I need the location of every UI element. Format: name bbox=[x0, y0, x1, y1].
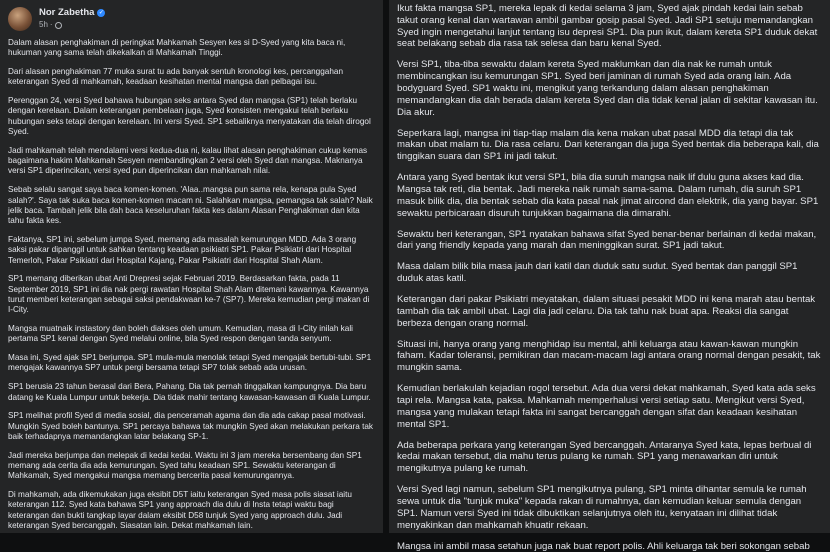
post-right-panel bbox=[389, 0, 830, 552]
post-time[interactable]: 5h bbox=[39, 20, 48, 29]
author-name[interactable]: Nor Zabetha bbox=[39, 7, 95, 18]
post-text-right bbox=[397, 3, 822, 552]
post-paragraph: Seperkara lagi, mangsa ini tiap-tiap malam dia kena makan ubat pasal MDD dia tetapi dia tak makan ubat malam tu. Dia rasa celaru. Dari keterangan dia juga Syed bentak dia beberapa kali, dia tinggikan suara dan SP1 ini jadi takut. bbox=[397, 127, 819, 163]
post-left-panel bbox=[0, 0, 383, 533]
author-row bbox=[39, 7, 105, 19]
post-paragraph: Ada beberapa perkara yang keterangan Syed bercanggah. Antaranya Syed kata, lepas berbual di kedai makan tersebut, dia mahu terus pulang ke rumah. SP1 yang menawarkan diri untuk mengikutnya pulang ke rumah. bbox=[397, 439, 812, 475]
post-paragraph: Masa ini, Syed ajak SP1 berjumpa. SP1 mula-mula menolak tetapi Syed mengajak bertubi-tubi. SP1 mengajak kawannya SP7 untuk pergi bersama tetapi SP7 tolak sebab ada urusan. bbox=[8, 353, 372, 373]
post-paragraph: Situasi ini, hanya orang yang menghidap isu mental, ahli keluarga atau kawan-kawan mungkin faham. Kadar toleransi, pemikiran dan macam-macam lagi antara orang normal dengan pesakit, tak mungkin sama. bbox=[397, 338, 821, 374]
post-text-left bbox=[8, 38, 375, 531]
post-paragraph: Dari alasan penghakiman 77 muka surat tu ada banyak sentuh kronologi kes, percanggahan keterangan Syed di mahkamah, keadaan kesihatan mental mangsa dan pelbagai isu. bbox=[8, 67, 343, 87]
post-paragraph: Di mahkamah, ada dikemukakan juga eksibit D5T iaitu keterangan Syed masa polis siasat iaitu keterangan 112. Syed kata bahawa SP1 yang approach dia dulu di Insta tetapi waktu bagi keterangan dan bukti tangkap layar dalam eksibit D58 tunjuk Syed yang approach dulu. Jadi keterangan Syed bercanggah. Siasatan lain. Dekat mahkamah lain. bbox=[8, 490, 352, 530]
post-paragraph: Kemudian berlakulah kejadian rogol tersebut. Ada dua versi dekat mahkamah, Syed kata ada seks tapi rela. Mangsa kata, paksa. Mahkamah memperhalusi versi setiap satu. Mengikut versi Syed, mangsa yang mulakan tetapi fakta ini sangat bercanggah dengan sifat dan keadaan kesihatan mental SP1. bbox=[397, 383, 816, 430]
post-paragraph: Mangsa muatnaik instastory dan boleh diakses oleh umum. Kemudian, masa di I-City inilah kali pertama SP1 kenal dengan Syed melalui online, bila Syed respon dengan tanda senyum. bbox=[8, 324, 353, 344]
post-paragraph: Versi Syed lagi namun, sebelum SP1 mengikutnya pulang, SP1 minta dihantar semula ke rumah sewa untuk dia "tunjuk muka" kepada rakan di rumahnya, dan kemudian keluar semula dengan SP1. Namun versi Syed ini tidak dibuktikan selanjutnya oleh itu, kenyataan ini dilihat tidak menyakinkan dan mahkamah khuatir rekaan. bbox=[397, 484, 807, 531]
post-paragraph: Antara yang Syed bentak ikut versi SP1, bila dia suruh mangsa naik lif dulu guna akses kad dia. Mangsa tak reti, dia bentak. Jadi mereka naik rumah sama-sama. Dalam rumah, dia suruh SP1 masuk bilik dia, dia bentak sebab dia kata pasal nak jimat aircond dan elektrik, dia yang bayar. SP1 sewaktu perbicaraan disuruh tunjukkan bagaimana dia dimarahi. bbox=[397, 172, 819, 219]
author-block bbox=[39, 7, 105, 31]
globe-icon[interactable] bbox=[55, 22, 62, 29]
verified-badge-icon: ✓ bbox=[98, 10, 104, 16]
post-paragraph: Perenggan 24, versi Syed bahawa hubungan seks antara Syed dan mangsa (SP1) telah berlaku dengan kerelaan. Dalam keterangan pembelaan juga, Syed konsisten mengakui telah berlaku hubungan seks tetapi dengan kerelaan. Ini versi Syed. SP1 sebaliknya menyatakan dia telah dirogol Syed. bbox=[8, 96, 371, 137]
post-paragraph: Sewaktu beri keterangan, SP1 nyatakan bahawa sifat Syed benar-benar berlainan di kedai makan, dari yang friendly kepada yang marah dan meninggikan surat. SP1 jadi takut. bbox=[397, 228, 817, 252]
post-paragraph: Mangsa ini ambil masa setahun juga nak buat report polis. Ahli keluarga tak beri sokongan sebab bbox=[397, 540, 810, 552]
post-meta bbox=[39, 19, 105, 31]
post-paragraph: SP1 memang diberikan ubat Anti Drepresi sejak Februari 2019. Berdasarkan fakta, pada 11 September 2019, SP1 ini dia nak pergi rawatan Hospital Shah Alam ditemani kawannya. Kawannya turut memberi keterangan sebagai saksi pendakwaan ke-7 (SP7). Mereka kemudian pergi makan di I-City. bbox=[8, 274, 370, 315]
post-paragraph: Versi SP1, tiba-tiba sewaktu dalam kereta Syed maklumkan dan dia nak ke rumah untuk membincangkan isu kemurungan SP1. Syed beri jaminan di rumah Syed ada orang lain. Ada bodyguard Syed. SP1 waktu ini, mengikut yang terkandung dalam alasan penghakiman memandangkan dia dah berada dalam kereta Syed dan dia tidak kenal jalan di sekitar kawasan itu. Dia akur. bbox=[397, 59, 818, 118]
post-paragraph: Faktanya, SP1 ini, sebelum jumpa Syed, memang ada masalah kemurungan MDD. Ada 3 orang saksi pakar dipanggil untuk sahkan tentang keadaan psikiatri SP1. Pakar Psikiatri dari Hospital Temerloh, Pakar Psikiatri dari Hospital Kajang, Pakar Psikiatri dari Hospital Shah Alam. bbox=[8, 234, 357, 265]
post-paragraph: Dalam alasan penghakiman di peringkat Mahkamah Sesyen kes si D-Syed yang kita baca ni, hukuman yang sama telah dikekalkan di Mahkamah Tinggi. bbox=[8, 38, 346, 58]
post-paragraph: Keterangan dari pakar Psikiatri meyatakan, dalam situasi pesakit MDD ini kena marah atau bentak tambah dia tak ambil ubat. Lagi dia jadi celaru. Dia tak tahu nak buat apa. Reaksi dia sangat berbeza dengan orang normal. bbox=[397, 294, 816, 329]
meta-separator: · bbox=[49, 20, 53, 29]
post-header bbox=[8, 4, 375, 34]
post-paragraph: Masa dalam bilik bila masa jauh dari katil dan duduk satu sudut. Syed bentak dan panggil SP1 duduk atas katil. bbox=[397, 261, 798, 285]
post-paragraph: SP1 berusia 23 tahun berasal dari Bera, Pahang. Dia tak pernah tinggalkan kampungnya. Dia baru datang ke Kuala Lumpur untuk bekerja. Dia tidak mahir tentang kawasan-kawasan di Kuala Lumpur. bbox=[8, 382, 371, 402]
post-paragraph: Jadi mereka berjumpa dan melepak di kedai kedai. Waktu ini 3 jam mereka bersembang dan SP1 memang ada cerita dia ada kemurungan. Syed tahu keadaan SP1. Sewaktu keterangan di Mahkamah, Syed mengakui mangsa memang bercerita pasal kemurungannya. bbox=[8, 450, 362, 481]
post-paragraph: Sebab selalu sangat saya baca komen-komen. 'Alaa..mangsa pun sama rela, kenapa pula Syed salah?'. Saya tak suka baca komen-komen macam ni. Salahkan mangsa, pemangsa tak salah? Naik jelik baca. Tambah jelik bila dah baca keseluruhan fakta kes dalam Alasan Penghakiman dan kita tahu fakta kes. bbox=[8, 185, 373, 226]
avatar[interactable] bbox=[8, 7, 32, 31]
post-paragraph: SP1 melihat profil Syed di media sosial, dia penceramah agama dan dia ada cakap pasal motivasi. Mungkin Syed boleh bantunya. SP1 percaya bahawa tak mungkin Syed akan melakukan perkara tak baik terhadapnya memandangkan latar belakang SP-1. bbox=[8, 411, 374, 441]
post-paragraph: Ikut fakta mangsa SP1, mereka lepak di kedai selama 3 jam, Syed ajak pindah kedai lain sebab takut orang kenal dan wartawan ambil gambar gosip pasal Syed. Jadi SP1 setuju memandangkan Syed ingin mengetahui lanjut tentang isu depresi SP1. Dia pun ikut, dalam kereta SP1 duduk dekat seat belakang sebab dia rasa tak selesa dan baru kenal Syed. bbox=[397, 3, 818, 50]
post-paragraph: Jadi mahkamah telah mendalami versi kedua-dua ni, kalau lihat alasan penghakiman cukup kemas bagaimana hakim Mahkamah Sesyen membandingkan 2 versi oleh Syed dan mangsa. Maknanya versi SP1 diperincikan, versi syed pun diperincikan dan mahkamah nilai. bbox=[8, 145, 368, 176]
